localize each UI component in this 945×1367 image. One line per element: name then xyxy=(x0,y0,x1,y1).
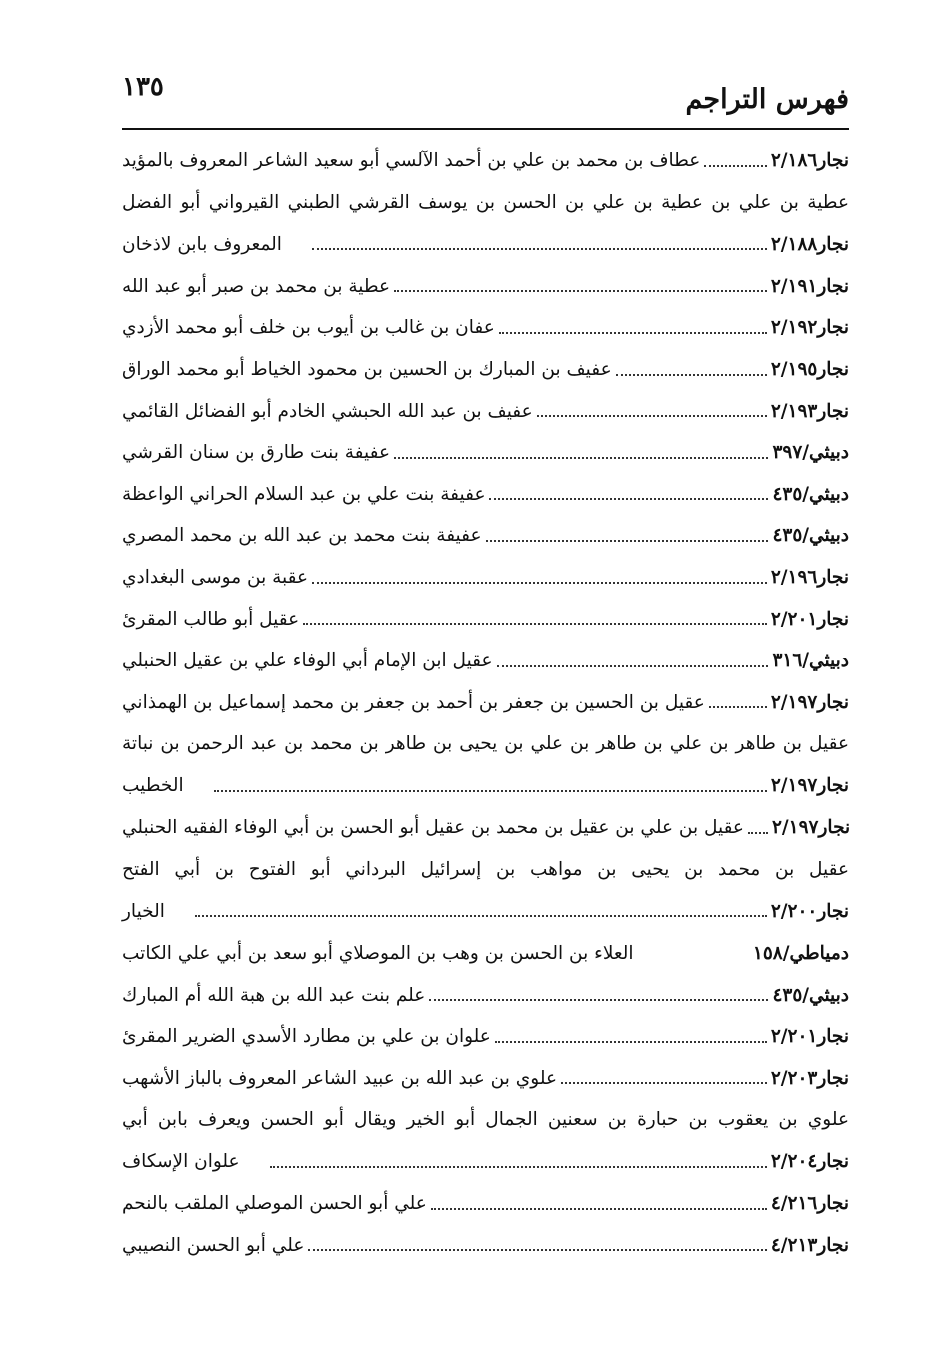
entry-reference: نجار٢/١٩٢ xyxy=(770,317,849,339)
entry-reference: نجار٢/١٩٧ xyxy=(771,817,851,839)
index-entry-line xyxy=(122,307,849,349)
running-title: فهرس التراجم xyxy=(685,84,849,115)
leader-dots xyxy=(312,572,767,584)
index-entry-line xyxy=(122,933,849,975)
entry-reference: دبيثي/٤٣٥ xyxy=(772,525,849,547)
entry-reference: نجار٢/٢٠١ xyxy=(770,608,849,630)
entry-reference: نجار٢/٢٠١ xyxy=(770,1026,849,1048)
entry-reference: نجار٢/٢٠٤ xyxy=(770,1151,849,1173)
leader-dots xyxy=(394,447,768,459)
entry-name: عطية بن محمد بن صبر أبو عبد الله xyxy=(122,275,391,297)
index-entry-line xyxy=(122,266,849,308)
leader-dots xyxy=(638,949,749,959)
leader-dots xyxy=(748,822,768,834)
index-entry-line xyxy=(122,1058,849,1100)
page-number: ١٣٥ xyxy=(122,72,164,102)
index-entry-line xyxy=(122,974,849,1016)
index-entry-line xyxy=(122,557,849,599)
entry-name: عقيل أبو طالب المقرئ xyxy=(122,608,300,630)
entry-reference: نجار٢/٢٠٠ xyxy=(770,900,849,922)
entry-name: علي أبو الحسن الموصلي الملقب بالنحم xyxy=(122,1193,427,1215)
entry-reference: نجار٢/١٩١ xyxy=(770,275,849,297)
entry-name: علوان بن علي بن مطارد الأسدي الضرير المقرئ xyxy=(122,1026,491,1048)
index-entry-line xyxy=(122,390,849,432)
index-entry-line xyxy=(122,682,849,724)
entry-reference: دبيثي/٤٣٥ xyxy=(772,483,849,505)
entry-name: عفان بن غالب بن أيوب بن خلف أبو محمد الأزدي xyxy=(122,317,495,339)
entry-name-continuation: الخيار xyxy=(122,900,165,922)
entry-name: عفيفة بنت محمد بن عبد الله بن محمد المصري xyxy=(122,525,482,547)
index-entry-line xyxy=(122,1016,849,1058)
entry-name-continuation: الخطيب xyxy=(122,775,184,797)
entry-name: العلاء بن الحسن بن وهب بن الموصلاي أبو سعد بن أبي علي الكاتب xyxy=(122,943,634,965)
leader-dots xyxy=(497,655,769,667)
entry-reference: نجار٢/١٩٧ xyxy=(770,775,849,797)
index-entry-line xyxy=(122,890,849,933)
index-entry-line xyxy=(122,849,849,890)
entry-name: عفيفة بنت علي بن عبد السلام الحراني الواعظة xyxy=(122,483,486,505)
header-rule xyxy=(122,128,849,130)
leader-dots xyxy=(429,989,768,1001)
leader-dots xyxy=(499,322,767,334)
leader-dots xyxy=(616,364,767,376)
leader-dots xyxy=(709,696,767,708)
entry-reference: نجار٤/٢١٣ xyxy=(770,1234,849,1256)
index-entry-line xyxy=(122,723,849,764)
entry-reference: نجار٢/١٨٦ xyxy=(770,150,849,172)
entry-name: عقيل بن طاهر بن علي بن طاهر بن علي بن يحيى بن طاهر بن محمد بن عبد الرحمن بن نباتة xyxy=(122,733,849,755)
leader-dots xyxy=(303,613,767,625)
entry-name: عفيفة بنت طارق بن سنان القرشي xyxy=(122,442,391,464)
index-entry-line xyxy=(122,807,849,849)
entry-name: عقيل ابن الإمام أبي الوفاء علي بن عقيل الحنبلي xyxy=(122,650,493,672)
entry-name: عقيل بن محمد بن يحيى بن مواهب بن إسرائيل البرداني أبو الفتوح بن أبي الفتح xyxy=(122,858,849,880)
leader-dots xyxy=(495,1031,767,1043)
entry-name: عقيل بن علي بن عقيل بن محمد بن عقيل أبو الحسن بن أبي الوفاء الفقيه الحنبلي xyxy=(122,817,744,839)
leader-dots xyxy=(489,488,768,500)
entry-reference: نجار٢/١٨٨ xyxy=(770,233,849,255)
entry-reference: دمياطي/١٥٨ xyxy=(752,943,849,965)
entry-reference: دبيثي/٤٣٥ xyxy=(772,984,849,1006)
entry-name: علوي بن يعقوب بن حبارة بن سعنين الجمال أبو الخير ويقال أبو الحسن ويعرف بابن أبي xyxy=(122,1109,849,1131)
leader-dots xyxy=(308,1239,766,1251)
index-entry-line xyxy=(122,182,849,223)
index-entry-line xyxy=(122,349,849,391)
entry-reference: نجار٢/١٩٣ xyxy=(770,400,849,422)
entry-name: علي أبو الحسن النصيبي xyxy=(122,1234,305,1256)
entry-reference: دبيثي/٣١٦ xyxy=(772,650,849,672)
entry-name: عفيف بن المبارك بن الحسين بن محمود الخياط أبو محمد الوراق xyxy=(122,359,612,381)
leader-dots xyxy=(270,1156,767,1168)
entry-reference: نجار٢/٢٠٣ xyxy=(770,1067,849,1089)
leader-dots xyxy=(704,155,766,167)
index-entry-line xyxy=(122,1099,849,1140)
leader-dots xyxy=(214,780,767,792)
leader-dots xyxy=(431,1198,767,1210)
leader-dots xyxy=(394,280,767,292)
index-entry-line xyxy=(122,764,849,807)
index-entry-line xyxy=(122,598,849,640)
entry-name-continuation: المعروف بابن لاذخان xyxy=(122,233,282,255)
entry-name-continuation: علوان الإسكاف xyxy=(122,1151,240,1173)
entry-name: علوي بن عبد الله بن عبيد الشاعر المعروف بالباز الأشهب xyxy=(122,1067,557,1089)
page-header xyxy=(122,72,849,122)
index-entry-line xyxy=(122,515,849,557)
leader-dots xyxy=(195,905,767,917)
entries-list xyxy=(122,140,849,1266)
leader-dots xyxy=(537,405,767,417)
index-entry-line xyxy=(122,1140,849,1183)
entry-name: عقبة بن موسى البغدادي xyxy=(122,567,309,589)
leader-dots xyxy=(561,1072,767,1084)
entry-reference: نجار٢/١٩٧ xyxy=(770,691,849,713)
index-entry-line xyxy=(122,1183,849,1225)
index-entry-line xyxy=(122,474,849,516)
entry-name: عفيف بن عبد الله الحبشي الخادم أبو الفضائل القائمي xyxy=(122,400,533,422)
entry-reference: نجار٢/١٩٥ xyxy=(770,359,849,381)
entry-name: عقيل بن الحسين بن جعفر بن أحمد بن جعفر بن محمد إسماعيل بن الهمذاني xyxy=(122,691,705,713)
index-entry-line xyxy=(122,432,849,474)
index-entry-line xyxy=(122,1225,849,1267)
leader-dots xyxy=(312,238,767,250)
index-entry-line xyxy=(122,140,849,182)
entry-reference: نجار٢/١٩٦ xyxy=(770,567,849,589)
index-entry-line xyxy=(122,640,849,682)
entry-name: عطاف بن محمد بن علي بن أحمد الآلسي أبو سعيد الشاعر المعروف بالمؤيد xyxy=(122,150,701,172)
entry-reference: نجار٤/٢١٦ xyxy=(770,1193,849,1215)
index-entry-line xyxy=(122,223,849,266)
entry-name: عطية بن علي بن عطية بن علي بن الحسن بن يوسف القرشي الطبني القيرواني أبو الفضل xyxy=(122,191,849,213)
entry-reference: دبيثي/٣٩٧ xyxy=(772,442,849,464)
entry-name: علم بنت عبد الله بن هبة الله أم المبارك xyxy=(122,984,426,1006)
leader-dots xyxy=(486,530,769,542)
